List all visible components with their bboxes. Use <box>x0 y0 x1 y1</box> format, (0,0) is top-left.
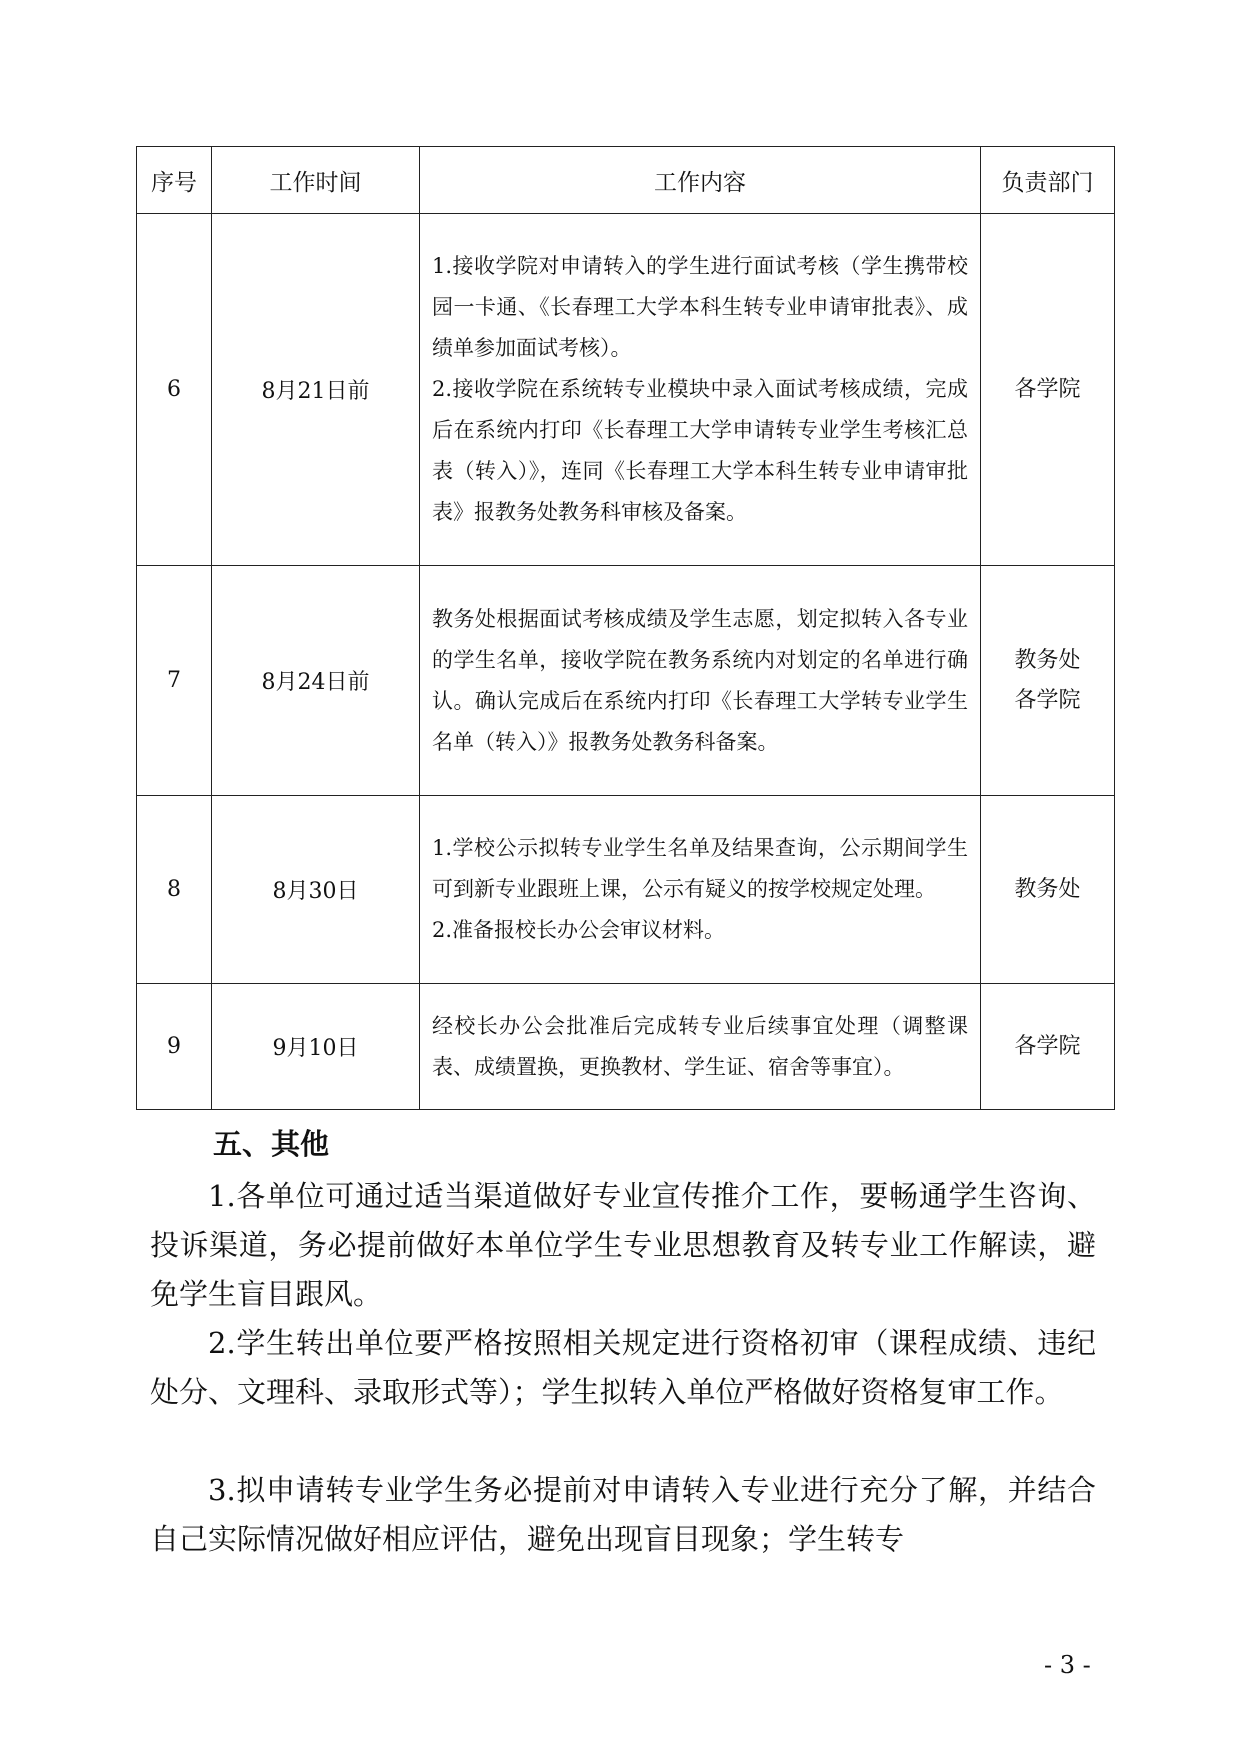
paragraph-1: 1.各单位可通过适当渠道做好专业宣传推介工作，要畅通学生咨询、投诉渠道，务必提前做好本单位学生专业思想教育及转专业工作解读，避免学生盲目跟风。 <box>150 1179 1096 1311</box>
paragraph-3: 3.拟申请转专业学生务必提前对申请转入专业进行充分了解，并结合自己实际情况做好相应评估，避免出现盲目现象；学生转专 <box>150 1473 1096 1556</box>
row-content <box>420 796 981 984</box>
header-number: 序号 <box>137 147 212 214</box>
table-row <box>137 214 1115 566</box>
row-number: 8 <box>137 796 212 984</box>
table-row <box>137 566 1115 796</box>
table-header-row <box>137 147 1115 214</box>
row-time: 8月24日前 <box>212 566 420 796</box>
row-content <box>420 214 981 566</box>
row-number: 6 <box>137 214 212 566</box>
table-row <box>137 984 1115 1110</box>
content-item: 2.接收学院在系统转专业模块中录入面试考核成绩，完成后在系统内打印《长春理工大学申请转专业学生考核汇总表（转入）》，连同《长春理工大学本科生转专业申请审批表》报教务处教务科审核及备案。 <box>432 377 968 524</box>
row-time: 8月21日前 <box>212 214 420 566</box>
header-content: 工作内容 <box>420 147 981 214</box>
page-number: - 3 - <box>1044 1651 1091 1679</box>
table-row <box>137 796 1115 984</box>
row-department <box>981 984 1115 1110</box>
row-time: 8月30日 <box>212 796 420 984</box>
row-content <box>420 984 981 1110</box>
department-name: 教务处 <box>1014 876 1081 902</box>
row-department <box>981 214 1115 566</box>
row-department <box>981 566 1115 796</box>
header-time: 工作时间 <box>212 147 420 214</box>
content-item: 2.准备报校长办公会审议材料。 <box>432 918 726 942</box>
paragraph-2: 2.学生转出单位要严格按照相关规定进行资格初审（课程成绩、违纪处分、文理科、录取形式等）；学生拟转入单位严格做好资格复审工作。 <box>150 1326 1096 1409</box>
department-name: 各学院 <box>1014 687 1081 713</box>
content-item: 经校长办公会批准后完成转专业后续事宜处理（调整课表、成绩置换，更换教材、学生证、宿舍等事宜）。 <box>432 1013 968 1079</box>
department-name: 各学院 <box>1014 376 1081 402</box>
schedule-table <box>136 146 1115 1110</box>
department-name: 各学院 <box>1014 1033 1081 1059</box>
row-time: 9月10日 <box>212 984 420 1110</box>
row-number: 9 <box>137 984 212 1110</box>
row-department <box>981 796 1115 984</box>
header-department: 负责部门 <box>981 147 1115 214</box>
content-item: 1.接收学院对申请转入的学生进行面试考核（学生携带校园一卡通、《长春理工大学本科生转专业申请审批表》、成绩单参加面试考核）。 <box>432 254 968 360</box>
row-content <box>420 566 981 796</box>
department-name: 教务处 <box>1014 647 1081 673</box>
content-item: 教务处根据面试考核成绩及学生志愿，划定拟转入各专业的学生名单，接收学院在教务系统内对划定的名单进行确认。确认完成后在系统内打印《长春理工大学转专业学生名单（转入）》报教务处教务科备案。 <box>432 606 968 754</box>
content-item: 1.学校公示拟转专业学生名单及结果查询，公示期间学生可到新专业跟班上课，公示有疑义的按学校规定处理。 <box>432 836 968 901</box>
section-title: 五、其他 <box>213 1127 330 1161</box>
row-number: 7 <box>137 566 212 796</box>
